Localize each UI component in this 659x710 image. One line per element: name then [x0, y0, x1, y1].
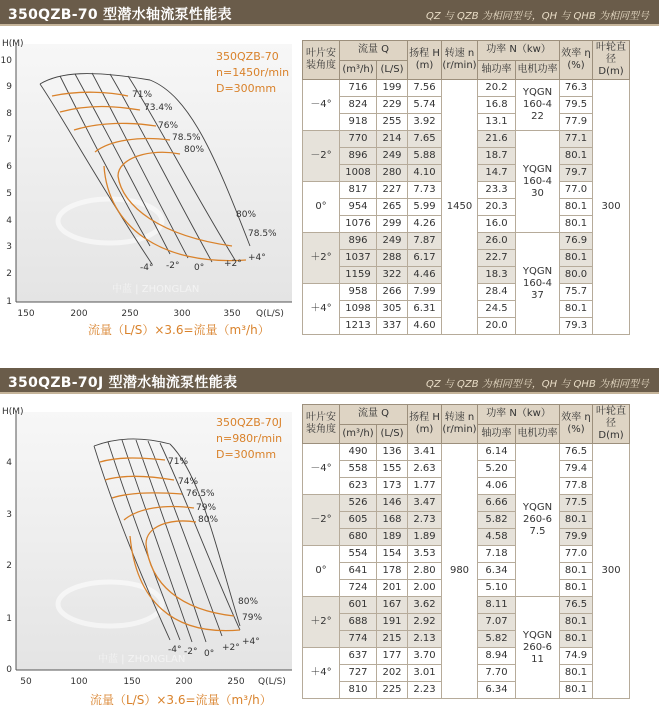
y-tick: 10: [0, 56, 12, 66]
efficiency-cell: 77.0: [560, 546, 593, 563]
flow-m3h-cell: 1008: [340, 165, 377, 182]
chart-model: 350QZB-70J: [216, 416, 282, 429]
flow-ls-cell: 288: [377, 250, 408, 267]
flow-m3h-cell: 1076: [340, 216, 377, 233]
flow-ls-cell: 154: [377, 546, 408, 563]
head-cell: 6.31: [408, 301, 442, 318]
flow-m3h-cell: 1037: [340, 250, 377, 267]
flow-m3h-cell: 1213: [340, 318, 377, 335]
head-cell: 7.73: [408, 182, 442, 199]
head-cell: 5.88: [408, 148, 442, 165]
head-cell: 3.92: [408, 114, 442, 131]
performance-curve-chart: [0, 36, 300, 346]
y-tick: 3: [6, 242, 12, 252]
y-tick: 2: [6, 269, 12, 279]
efficiency-cell: 80.1: [560, 631, 593, 648]
flow-ls-cell: 177: [377, 648, 408, 665]
head-cell: 2.00: [408, 580, 442, 597]
head-cell: 5.99: [408, 199, 442, 216]
head-cell: 4.10: [408, 165, 442, 182]
flow-m3h-cell: 958: [340, 284, 377, 301]
flow-m3h-cell: 724: [340, 580, 377, 597]
section-header: [0, 0, 659, 26]
efficiency-cell: 80.1: [560, 512, 593, 529]
header-angle: 叶片安装角度: [303, 41, 340, 80]
flow-ls-cell: 229: [377, 97, 408, 114]
efficiency-label: 79%: [242, 613, 263, 623]
head-cell: 2.92: [408, 614, 442, 631]
angle-label: +4°: [248, 253, 266, 263]
head-cell: 7.87: [408, 233, 442, 250]
chart-speed: n=980r/min: [216, 432, 283, 445]
performance-section-350qzb-70: [0, 0, 659, 352]
efficiency-cell: 80.1: [560, 563, 593, 580]
shaft-power-cell: 18.3: [478, 267, 516, 284]
y-tick: 7: [6, 135, 12, 145]
model-equivalence-note: QZ 与 QZB 为相同型号，QH 与 QHB 为相同型号: [425, 11, 649, 22]
flow-ls-cell: 322: [377, 267, 408, 284]
flow-m3h-cell: 623: [340, 478, 377, 495]
flow-m3h-cell: 680: [340, 529, 377, 546]
flow-ls-cell: 136: [377, 444, 408, 461]
chart-diameter: D=300mm: [216, 448, 277, 461]
angle-cell: －2°: [303, 495, 340, 546]
x-tick: 250: [227, 677, 245, 687]
flow-ls-cell: 255: [377, 114, 408, 131]
header-motor-power: 电机功率: [516, 60, 560, 80]
header-head: 扬程 H (m): [408, 405, 442, 444]
shaft-power-cell: 8.94: [478, 648, 516, 665]
angle-cell: ＋2°: [303, 233, 340, 284]
x-axis-label: Q(L/S): [258, 677, 286, 687]
shaft-power-cell: 20.2: [478, 80, 516, 97]
y-tick: 5: [6, 189, 12, 199]
header-flow-ls: (L/S): [377, 424, 408, 444]
motor-power-cell: YQGN 160-4 22: [516, 80, 560, 131]
shaft-power-cell: 26.0: [478, 233, 516, 250]
flow-conversion-formula: 流量（L/S）×3.6=流量（m³/h）: [90, 693, 272, 707]
head-cell: 3.53: [408, 546, 442, 563]
header-angle: 叶片安装角度: [303, 405, 340, 444]
efficiency-cell: 80.1: [560, 216, 593, 233]
flow-m3h-cell: 896: [340, 148, 377, 165]
y-tick: 4: [6, 216, 12, 226]
speed-cell: 980: [442, 444, 478, 699]
flow-ls-cell: 167: [377, 597, 408, 614]
head-cell: 7.99: [408, 284, 442, 301]
header-flow-ls: (L/S): [377, 60, 408, 80]
shaft-power-cell: 16.8: [478, 97, 516, 114]
shaft-power-cell: 6.34: [478, 563, 516, 580]
x-tick: 150: [17, 309, 35, 319]
flow-ls-cell: 178: [377, 563, 408, 580]
efficiency-cell: 77.1: [560, 131, 593, 148]
flow-m3h-cell: 558: [340, 461, 377, 478]
header-shaft-power: 轴功率: [478, 60, 516, 80]
efficiency-cell: 80.1: [560, 580, 593, 597]
flow-ls-cell: 299: [377, 216, 408, 233]
flow-ls-cell: 168: [377, 512, 408, 529]
shaft-power-cell: 5.82: [478, 512, 516, 529]
x-tick: 100: [70, 677, 88, 687]
chart-diameter: D=300mm: [216, 82, 277, 95]
angle-cell: ＋4°: [303, 648, 340, 699]
flow-m3h-cell: 605: [340, 512, 377, 529]
header-head: 扬程 H (m): [408, 41, 442, 80]
y-tick: 1: [6, 297, 12, 307]
performance-table: [302, 404, 659, 699]
x-tick: 200: [175, 677, 193, 687]
angle-label: +2°: [224, 259, 242, 269]
shaft-power-cell: 20.3: [478, 199, 516, 216]
shaft-power-cell: 24.5: [478, 301, 516, 318]
flow-m3h-cell: 688: [340, 614, 377, 631]
efficiency-cell: 80.1: [560, 301, 593, 318]
efficiency-cell: 76.5: [560, 444, 593, 461]
angle-cell: －2°: [303, 131, 340, 182]
flow-ls-cell: 266: [377, 284, 408, 301]
model-equivalence-note: QZ 与 QZB 为相同型号，QH 与 QHB 为相同型号: [425, 379, 649, 390]
efficiency-cell: 79.5: [560, 97, 593, 114]
flow-ls-cell: 249: [377, 233, 408, 250]
efficiency-cell: 80.1: [560, 250, 593, 267]
angle-cell: ＋4°: [303, 284, 340, 335]
flow-ls-cell: 337: [377, 318, 408, 335]
flow-m3h-cell: 954: [340, 199, 377, 216]
flow-m3h-cell: 716: [340, 80, 377, 97]
angle-label: -2°: [166, 261, 180, 271]
angle-cell: －4°: [303, 444, 340, 495]
header-efficiency: 效率 η (%): [560, 41, 593, 80]
y-tick: 8: [6, 109, 12, 119]
y-tick: 6: [6, 162, 12, 172]
efficiency-cell: 79.9: [560, 529, 593, 546]
efficiency-label: 74%: [178, 477, 199, 487]
flow-m3h-cell: 637: [340, 648, 377, 665]
header-flow: 流量 Q: [340, 41, 408, 61]
angle-label: -4°: [168, 645, 182, 655]
y-tick: 2: [6, 561, 12, 571]
flow-ls-cell: 202: [377, 665, 408, 682]
y-axis-label: H(M): [2, 39, 24, 49]
efficiency-cell: 79.4: [560, 461, 593, 478]
flow-ls-cell: 265: [377, 199, 408, 216]
shaft-power-cell: 8.11: [478, 597, 516, 614]
efficiency-label: 80%: [198, 515, 219, 525]
table-row: [303, 80, 659, 97]
header-speed: 转速 n (r/min): [442, 41, 478, 80]
efficiency-cell: 76.5: [560, 597, 593, 614]
head-cell: 4.46: [408, 267, 442, 284]
x-tick: 50: [20, 677, 32, 687]
angle-label: 0°: [204, 649, 215, 659]
performance-table: [302, 40, 659, 335]
head-cell: 7.56: [408, 80, 442, 97]
efficiency-label: 71%: [132, 90, 153, 100]
flow-ls-cell: 199: [377, 80, 408, 97]
header-impeller: 叶轮直径 D(m): [593, 41, 630, 80]
efficiency-label: 78.5%: [172, 133, 201, 143]
y-tick: 1: [6, 614, 12, 624]
flow-ls-cell: 191: [377, 614, 408, 631]
flow-m3h-cell: 918: [340, 114, 377, 131]
efficiency-cell: 76.3: [560, 80, 593, 97]
flow-m3h-cell: 727: [340, 665, 377, 682]
efficiency-label: 76%: [158, 121, 179, 131]
impeller-cell: 300: [593, 80, 630, 335]
head-cell: 7.65: [408, 131, 442, 148]
shaft-power-cell: 28.4: [478, 284, 516, 301]
shaft-power-cell: 5.82: [478, 631, 516, 648]
efficiency-label: 78.5%: [248, 229, 277, 239]
efficiency-cell: 75.7: [560, 284, 593, 301]
motor-power-cell: YQGN 260-6 11: [516, 597, 560, 699]
efficiency-cell: 80.0: [560, 267, 593, 284]
flow-ls-cell: 173: [377, 478, 408, 495]
impeller-cell: 300: [593, 444, 630, 699]
x-tick: 200: [70, 309, 88, 319]
shaft-power-cell: 16.0: [478, 216, 516, 233]
shaft-power-cell: 6.66: [478, 495, 516, 512]
x-tick: 300: [173, 309, 191, 319]
x-tick: 250: [121, 309, 139, 319]
shaft-power-cell: 22.7: [478, 250, 516, 267]
flow-m3h-cell: 526: [340, 495, 377, 512]
flow-ls-cell: 189: [377, 529, 408, 546]
efficiency-label: 80%: [238, 597, 259, 607]
flow-ls-cell: 214: [377, 131, 408, 148]
flow-m3h-cell: 641: [340, 563, 377, 580]
efficiency-label: 71%: [168, 457, 189, 467]
shaft-power-cell: 23.3: [478, 182, 516, 199]
flow-m3h-cell: 770: [340, 131, 377, 148]
head-cell: 3.62: [408, 597, 442, 614]
efficiency-cell: 80.1: [560, 682, 593, 699]
section-header: [0, 368, 659, 394]
flow-m3h-cell: 896: [340, 233, 377, 250]
flow-m3h-cell: 490: [340, 444, 377, 461]
head-cell: 4.60: [408, 318, 442, 335]
performance-section-350qzb-70j: [0, 368, 659, 710]
efficiency-label: 73.4%: [144, 103, 173, 113]
header-efficiency: 效率 η (%): [560, 405, 593, 444]
shaft-power-cell: 4.06: [478, 478, 516, 495]
angle-label: +2°: [222, 643, 240, 653]
head-cell: 4.26: [408, 216, 442, 233]
y-tick: 9: [6, 82, 12, 92]
head-cell: 5.74: [408, 97, 442, 114]
y-axis-label: H(M): [2, 407, 24, 417]
header-power: 功率 N（kw）: [478, 405, 560, 425]
shaft-power-cell: 7.70: [478, 665, 516, 682]
section-title: 350QZB-70J 型潜水轴流泵性能表: [8, 375, 238, 391]
flow-ls-cell: 280: [377, 165, 408, 182]
angle-label: -2°: [184, 647, 198, 657]
head-cell: 2.80: [408, 563, 442, 580]
efficiency-cell: 79.3: [560, 318, 593, 335]
efficiency-cell: 77.0: [560, 182, 593, 199]
head-cell: 2.13: [408, 631, 442, 648]
shaft-power-cell: 5.10: [478, 580, 516, 597]
efficiency-cell: 80.1: [560, 199, 593, 216]
shaft-power-cell: 5.20: [478, 461, 516, 478]
chart-model: 350QZB-70: [216, 50, 279, 63]
header-speed: 转速 n (r/min): [442, 405, 478, 444]
efficiency-cell: 80.1: [560, 614, 593, 631]
flow-ls-cell: 227: [377, 182, 408, 199]
motor-power-cell: YQGN 160-4 30: [516, 131, 560, 233]
head-cell: 1.77: [408, 478, 442, 495]
header-impeller: 叶轮直径 D(m): [593, 405, 630, 444]
flow-m3h-cell: 554: [340, 546, 377, 563]
angle-cell: 0°: [303, 546, 340, 597]
section-title: 350QZB-70 型潜水轴流泵性能表: [8, 7, 232, 23]
flow-ls-cell: 146: [377, 495, 408, 512]
table-row: [303, 444, 659, 461]
head-cell: 2.63: [408, 461, 442, 478]
flow-m3h-cell: 824: [340, 97, 377, 114]
chart-speed: n=1450r/min: [216, 66, 290, 79]
efficiency-cell: 74.9: [560, 648, 593, 665]
performance-curve-chart: [0, 404, 300, 710]
y-tick: 3: [6, 510, 12, 520]
shaft-power-cell: 21.6: [478, 131, 516, 148]
flow-conversion-formula: 流量（L/S）×3.6=流量（m³/h）: [88, 323, 270, 337]
shaft-power-cell: 18.7: [478, 148, 516, 165]
header-motor-power: 电机功率: [516, 424, 560, 444]
head-cell: 2.23: [408, 682, 442, 699]
shaft-power-cell: 4.58: [478, 529, 516, 546]
flow-ls-cell: 305: [377, 301, 408, 318]
shaft-power-cell: 6.14: [478, 444, 516, 461]
flow-ls-cell: 201: [377, 580, 408, 597]
head-cell: 3.70: [408, 648, 442, 665]
flow-m3h-cell: 817: [340, 182, 377, 199]
efficiency-cell: 80.1: [560, 148, 593, 165]
head-cell: 3.41: [408, 444, 442, 461]
flow-ls-cell: 225: [377, 682, 408, 699]
angle-cell: ＋2°: [303, 597, 340, 648]
shaft-power-cell: 14.7: [478, 165, 516, 182]
flow-ls-cell: 215: [377, 631, 408, 648]
efficiency-label: 76.5%: [186, 489, 215, 499]
x-tick: 350: [223, 309, 241, 319]
efficiency-cell: 77.8: [560, 478, 593, 495]
shaft-power-cell: 7.07: [478, 614, 516, 631]
svg-text:中蓝 | ZHONGLAN: 中蓝 | ZHONGLAN: [112, 284, 200, 295]
head-cell: 1.89: [408, 529, 442, 546]
head-cell: 3.47: [408, 495, 442, 512]
motor-power-cell: YQGN 260-6 7.5: [516, 444, 560, 597]
flow-ls-cell: 155: [377, 461, 408, 478]
x-axis-label: Q(L/S): [256, 309, 284, 319]
header-shaft-power: 轴功率: [478, 424, 516, 444]
y-tick: 0: [6, 665, 12, 675]
x-tick: 150: [123, 677, 141, 687]
angle-label: +4°: [242, 637, 260, 647]
efficiency-label: 80%: [236, 210, 257, 220]
efficiency-cell: 80.1: [560, 665, 593, 682]
efficiency-label: 80%: [184, 145, 205, 155]
header-flow: 流量 Q: [340, 405, 408, 425]
shaft-power-cell: 13.1: [478, 114, 516, 131]
y-tick: 4: [6, 458, 12, 468]
motor-power-cell: YQGN 160-4 37: [516, 233, 560, 335]
flow-m3h-cell: 774: [340, 631, 377, 648]
head-cell: 2.73: [408, 512, 442, 529]
shaft-power-cell: 20.0: [478, 318, 516, 335]
svg-text:中蓝 | ZHONGLAN: 中蓝 | ZHONGLAN: [98, 654, 186, 665]
shaft-power-cell: 6.34: [478, 682, 516, 699]
flow-m3h-cell: 810: [340, 682, 377, 699]
head-cell: 3.01: [408, 665, 442, 682]
angle-cell: －4°: [303, 80, 340, 131]
header-flow-m3h: (m³/h): [340, 60, 377, 80]
angle-cell: 0°: [303, 182, 340, 233]
flow-m3h-cell: 1098: [340, 301, 377, 318]
efficiency-cell: 76.9: [560, 233, 593, 250]
header-power: 功率 N（kw）: [478, 41, 560, 61]
flow-m3h-cell: 1159: [340, 267, 377, 284]
shaft-power-cell: 7.18: [478, 546, 516, 563]
angle-label: -4°: [140, 263, 154, 273]
angle-label: 0°: [194, 263, 205, 273]
efficiency-cell: 79.7: [560, 165, 593, 182]
efficiency-label: 79%: [196, 503, 217, 513]
speed-cell: 1450: [442, 80, 478, 335]
efficiency-cell: 77.9: [560, 114, 593, 131]
flow-m3h-cell: 601: [340, 597, 377, 614]
efficiency-cell: 77.5: [560, 495, 593, 512]
flow-ls-cell: 249: [377, 148, 408, 165]
head-cell: 6.17: [408, 250, 442, 267]
header-flow-m3h: (m³/h): [340, 424, 377, 444]
